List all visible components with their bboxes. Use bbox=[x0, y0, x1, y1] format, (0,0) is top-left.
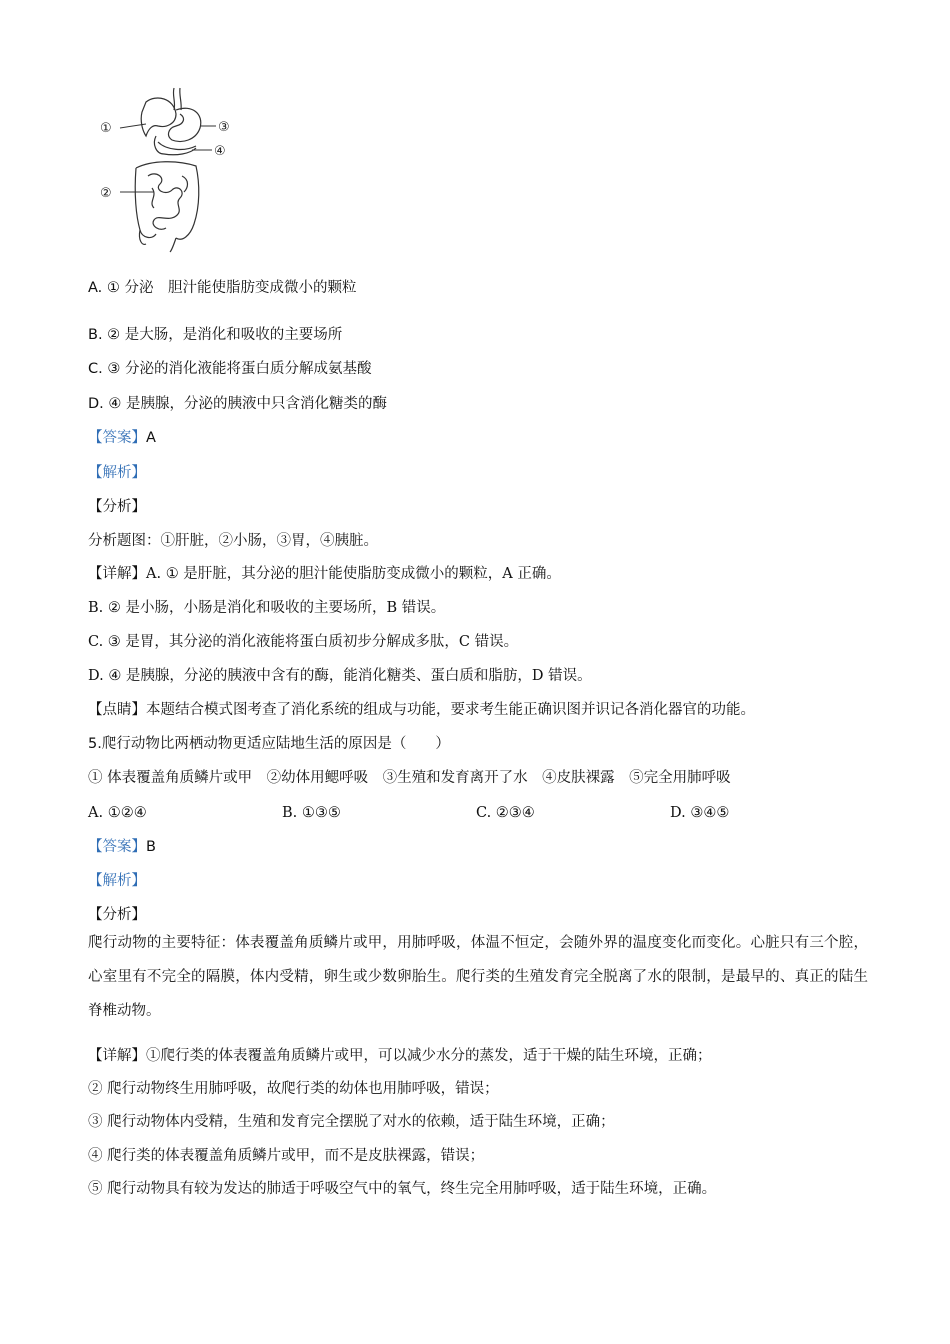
detail-tag: 【详解】 bbox=[88, 566, 146, 582]
figure-label-3: ③ bbox=[218, 120, 230, 135]
q5-option-b: B. ①③⑤ bbox=[282, 805, 341, 821]
q5-option-a: A. ①②④ bbox=[88, 805, 147, 821]
comment-tag: 【点睛】 bbox=[88, 702, 146, 718]
q5-detail-2: ② 爬行动物终生用肺呼吸，故爬行类的幼体也用肺呼吸，错误； bbox=[88, 1081, 499, 1097]
q5-fenxi-text: 爬行动物的主要特征：体表覆盖角质鳞片或甲，用肺呼吸，体温不恒定，会随外界的温度变化而变化。心脏只有三个腔，心室里有不完全的隔膜，体内受精，卵生或少数卵胎生。爬行类的生殖发育完全脱离了水的限制，是最早的、真正的陆生脊椎动物。 bbox=[88, 935, 868, 1019]
q5-detail-3: ③ 爬行动物体内受精，生殖和发育完全摆脱了对水的依赖，适于陆生环境，正确； bbox=[88, 1114, 615, 1130]
q5-stem bbox=[88, 734, 450, 754]
q5-fenxi-tag: 【分析】 bbox=[88, 907, 146, 923]
q4-option-b: B. ② 是大肠，是消化和吸收的主要场所 bbox=[88, 327, 343, 343]
q4-detail-c: C. ③ 是胃，其分泌的消化液能将蛋白质初步分解成多肽，C 错误。 bbox=[88, 634, 519, 650]
comment-text: 本题结合模式图考查了消化系统的组成与功能，要求考生能正确识图并识记各消化器官的功能。 bbox=[146, 702, 755, 718]
q4-detail-a bbox=[88, 564, 561, 584]
figure-label-1: ① bbox=[100, 121, 112, 136]
q4-comment bbox=[88, 700, 755, 720]
q5-detail-4: ④ 爬行类的体表覆盖角质鳞片或甲，而不是皮肤裸露，错误； bbox=[88, 1148, 485, 1164]
q4-option-a: A. ① 分泌 胆汁能使脂肪变成微小的颗粒 bbox=[88, 280, 357, 296]
answer-tag: 【答案】 bbox=[88, 839, 146, 855]
q5-jiexi-tag: 【解析】 bbox=[88, 873, 146, 889]
detail-text: ①爬行类的体表覆盖角质鳞片或甲，可以减少水分的蒸发，适于干燥的陆生环境，正确； bbox=[146, 1048, 712, 1064]
figure-label-2: ② bbox=[100, 186, 112, 201]
q4-answer bbox=[88, 428, 156, 448]
q4-fenxi-text: 分析题图：①肝脏，②小肠，③胃，④胰脏。 bbox=[88, 533, 378, 549]
answer-value: B bbox=[146, 839, 156, 855]
detail-text: A. ① 是肝脏，其分泌的胆汁能使脂肪变成微小的颗粒，A 正确。 bbox=[146, 566, 561, 582]
detail-tag: 【详解】 bbox=[88, 1048, 146, 1064]
q4-detail-b: B. ② 是小肠，小肠是消化和吸收的主要场所，B 错误。 bbox=[88, 600, 446, 616]
q5-items: ① 体表覆盖角质鳞片或甲 ②幼体用鳃呼吸 ③生殖和发育离开了水 ④皮肤裸露 ⑤完全用肺呼吸 bbox=[88, 770, 731, 786]
q5-option-d: D. ③④⑤ bbox=[670, 805, 730, 821]
answer-value: A bbox=[146, 430, 156, 446]
q4-jiexi-tag: 【解析】 bbox=[88, 465, 146, 481]
q4-detail-d: D. ④ 是胰腺，分泌的胰液中含有的酶，能消化糖类、蛋白质和脂肪，D 错误。 bbox=[88, 668, 592, 684]
q5-option-c: C. ②③④ bbox=[476, 805, 535, 821]
q4-fenxi-tag: 【分析】 bbox=[88, 499, 146, 515]
q4-option-c: C. ③ 分泌的消化液能将蛋白质分解成氨基酸 bbox=[88, 361, 372, 377]
q5-answer bbox=[88, 837, 156, 857]
question-number: 5. bbox=[88, 736, 102, 752]
q5-detail-5: ⑤ 爬行动物具有较为发达的肺适于呼吸空气中的氧气，终生完全用肺呼吸，适于陆生环境，正确。 bbox=[88, 1181, 717, 1197]
answer-tag: 【答案】 bbox=[88, 430, 146, 446]
q4-option-d: D. ④ 是胰腺，分泌的胰液中只含消化糖类的酶 bbox=[88, 396, 387, 412]
q5-detail-1 bbox=[88, 1046, 712, 1066]
figure-label-4: ④ bbox=[214, 144, 226, 159]
digestive-system-figure bbox=[96, 84, 236, 254]
q5-options bbox=[88, 803, 868, 823]
digestive-system-diagram bbox=[96, 84, 236, 254]
question-stem: 爬行动物比两栖动物更适应陆地生活的原因是（ ） bbox=[101, 736, 450, 752]
